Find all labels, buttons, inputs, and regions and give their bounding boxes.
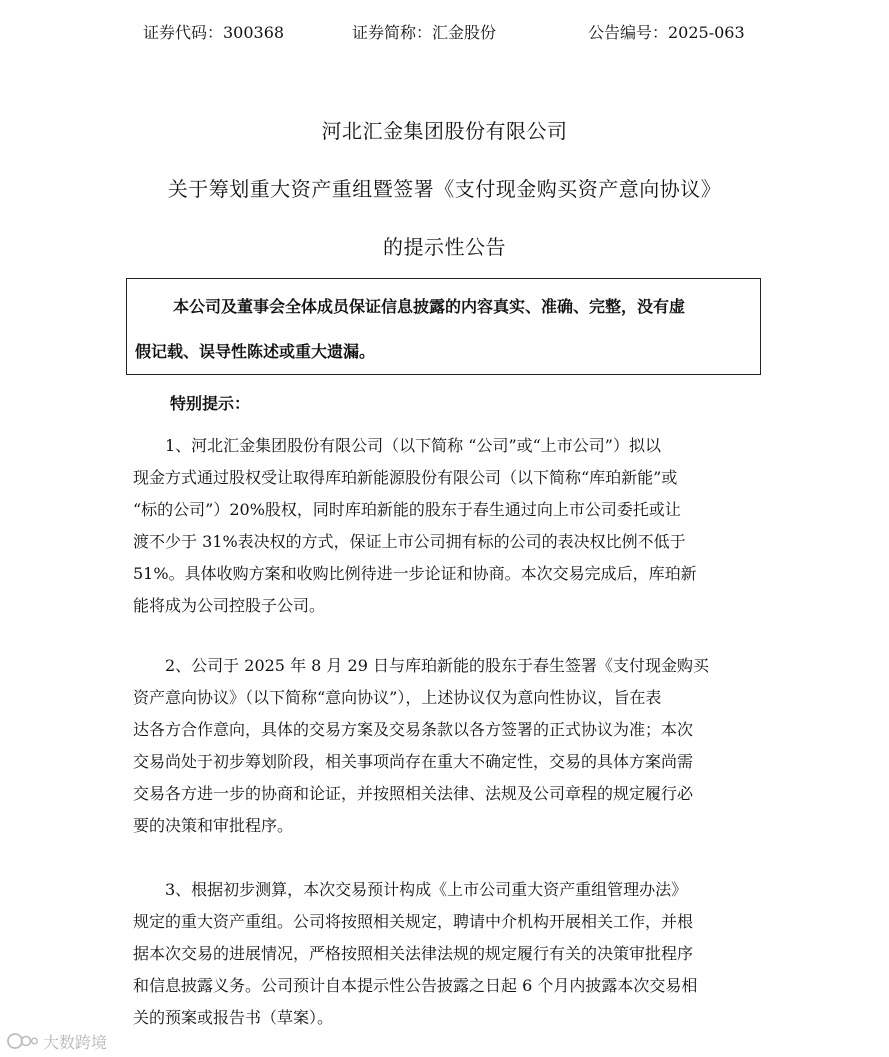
paragraph-line: 交易各方进一步的协商和论证，并按照相关法律、法规及公司章程的规定履行必 (133, 784, 694, 803)
company-title: 河北汇金集团股份有限公司 (321, 119, 568, 143)
announcement-title: 关于筹划重大资产重组暨签署《支付现金购买资产意向协议》 (167, 177, 722, 201)
board-statement-box (126, 278, 761, 375)
paragraph-line: 2、公司于 2025 年 8 月 29 日与库珀新能的股东于春生签署《支付现金购买 (165, 656, 709, 675)
announcement-header (0, 20, 889, 44)
paragraph-line: 据本次交易的进展情况，严格按照相关法律法规的规定履行有关的决策审批程序 (133, 944, 694, 963)
paragraph-line: 规定的重大资产重组。公司将按照相关规定，聘请中介机构开展相关工作，并根 (133, 912, 694, 931)
watermark-logo-icon (6, 1030, 40, 1052)
paragraph-line: “标的公司”）20%股权，同时库珀新能的股东于春生通过向上市公司委托或让 (133, 500, 681, 519)
statement-line-2: 假记载、误导性陈述或重大遗漏。 (135, 342, 376, 361)
notice-paragraph-2 (133, 650, 757, 842)
notice-paragraph-3 (133, 874, 757, 1034)
paragraph-line: 交易尚处于初步筹划阶段，相关事项尚存在重大不确定性，交易的具体方案尚需 (133, 752, 694, 771)
announcement-subtitle: 的提示性公告 (383, 235, 506, 259)
watermark (6, 1030, 107, 1052)
announcement-number: 公告编号：2025-063 (588, 23, 745, 42)
paragraph-line: 1、河北汇金集团股份有限公司（以下简称 “公司”或“上市公司”）拟以 (165, 436, 661, 455)
paragraph-line: 达各方合作意向，具体的交易方案及交易条款以各方签署的正式协议为准；本次 (133, 720, 694, 739)
paragraph-line: 渡不少于 31%表决权的方式，保证上市公司拥有标的公司的表决权比例不低于 (133, 532, 686, 551)
special-notice-heading: 特别提示： (170, 394, 251, 413)
paragraph-line: 关的预案或报告书（草案）。 (133, 1008, 334, 1027)
notice-paragraph-1 (133, 430, 757, 622)
paragraph-line: 资产意向协议》（以下简称“意向协议”），上述协议仅为意向性协议，旨在表 (133, 688, 662, 707)
watermark-text: 大数跨境 (43, 1032, 108, 1052)
statement-line-1: 本公司及董事会全体成员保证信息披露的内容真实、准确、完整，没有虚 (173, 297, 686, 316)
paragraph-line: 51%。具体收购方案和收购比例待进一步论证和协商。本次交易完成后，库珀新 (133, 564, 697, 583)
paragraph-line: 和信息披露义务。公司预计自本提示性公告披露之日起 6 个月内披露本次交易相 (133, 976, 698, 995)
stock-code: 证券代码：300368 (143, 23, 285, 42)
stock-name: 证券简称：汇金股份 (352, 23, 497, 42)
paragraph-line: 要的决策和审批程序。 (133, 816, 294, 835)
paragraph-line: 能将成为公司控股子公司。 (133, 596, 326, 615)
paragraph-line: 3、根据初步测算，本次交易预计构成《上市公司重大资产重组管理办法》 (165, 880, 688, 899)
paragraph-line: 现金方式通过股权受让取得库珀新能源股份有限公司（以下简称“库珀新能”或 (133, 468, 678, 487)
